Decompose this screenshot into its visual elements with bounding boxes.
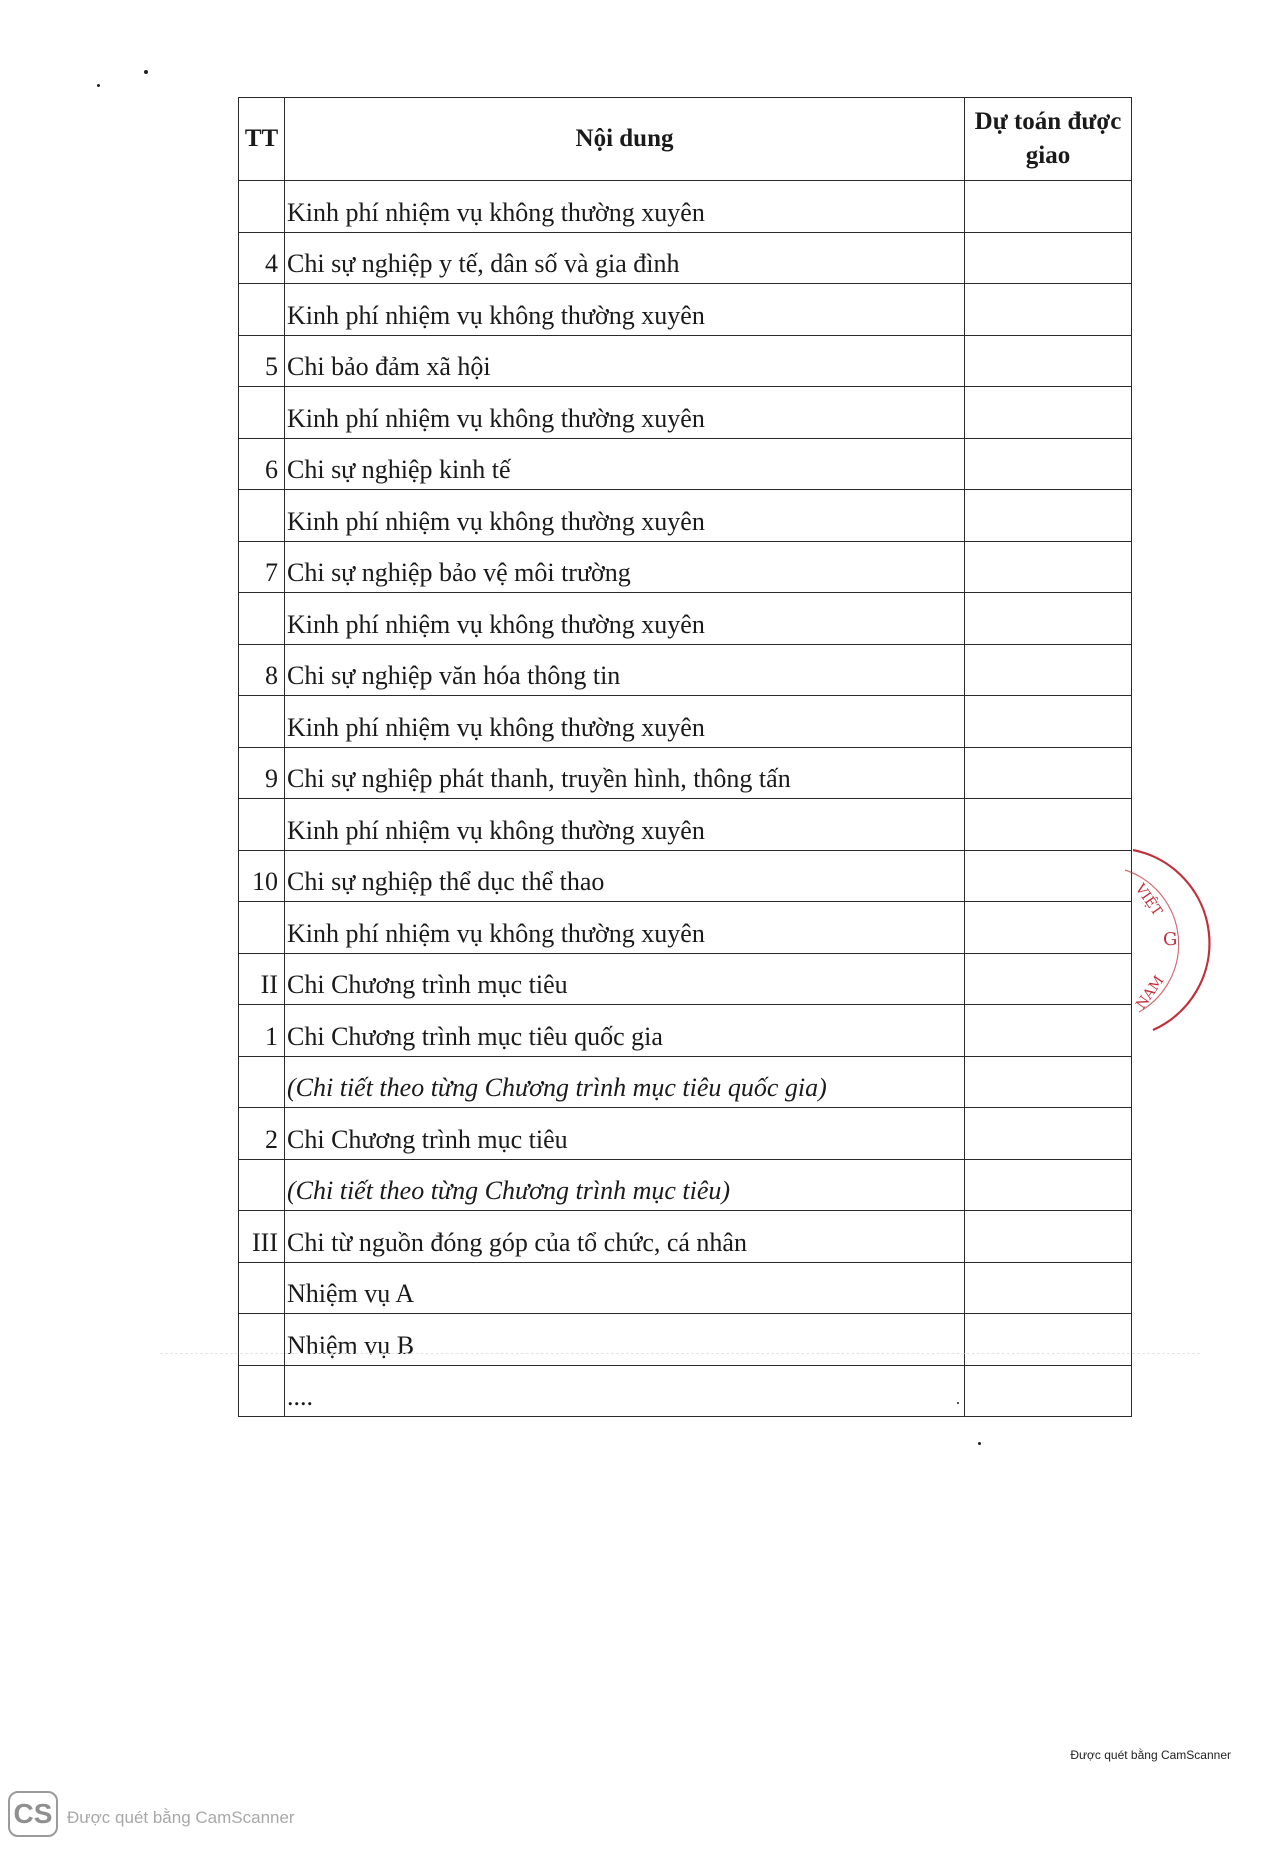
budget-table-container	[238, 97, 1131, 1417]
table-row	[239, 181, 1132, 233]
row-noi-dung: Kinh phí nhiệm vụ không thường xuyên	[285, 490, 965, 542]
row-tt	[239, 1159, 285, 1211]
row-tt: 1	[239, 1005, 285, 1057]
table-row	[239, 1262, 1132, 1314]
table-row	[239, 799, 1132, 851]
row-du-toan	[965, 696, 1132, 748]
row-du-toan	[965, 1365, 1132, 1417]
table-row	[239, 644, 1132, 696]
row-du-toan	[965, 232, 1132, 284]
camscanner-logo-icon	[8, 1791, 58, 1837]
row-tt	[239, 1262, 285, 1314]
row-du-toan	[965, 181, 1132, 233]
row-tt	[239, 181, 285, 233]
table-row	[239, 953, 1132, 1005]
row-du-toan	[965, 490, 1132, 542]
row-du-toan	[965, 335, 1132, 387]
budget-table	[238, 97, 1132, 1417]
row-du-toan	[965, 1211, 1132, 1263]
table-body	[239, 181, 1132, 1417]
row-noi-dung: Nhiệm vụ B	[285, 1314, 965, 1366]
row-tt	[239, 593, 285, 645]
row-du-toan	[965, 1314, 1132, 1366]
row-tt: 6	[239, 438, 285, 490]
row-du-toan	[965, 387, 1132, 439]
scan-speck	[97, 84, 100, 87]
table-row	[239, 902, 1132, 954]
table-row	[239, 284, 1132, 336]
table-row	[239, 1365, 1132, 1417]
row-noi-dung: Kinh phí nhiệm vụ không thường xuyên	[285, 593, 965, 645]
table-row	[239, 696, 1132, 748]
table-row	[239, 335, 1132, 387]
table-row	[239, 850, 1132, 902]
row-noi-dung: Chi sự nghiệp bảo vệ môi trường	[285, 541, 965, 593]
row-du-toan	[965, 541, 1132, 593]
header-tt: TT	[239, 98, 285, 181]
row-tt	[239, 490, 285, 542]
row-noi-dung: Chi sự nghiệp thể dục thể thao	[285, 850, 965, 902]
row-tt: 7	[239, 541, 285, 593]
row-du-toan	[965, 1159, 1132, 1211]
table-row	[239, 747, 1132, 799]
row-noi-dung: Kinh phí nhiệm vụ không thường xuyên	[285, 902, 965, 954]
scan-speck	[144, 70, 148, 74]
row-tt	[239, 799, 285, 851]
row-tt: 5	[239, 335, 285, 387]
camscanner-logo-letters: CS	[13, 1798, 53, 1829]
row-tt: 4	[239, 232, 285, 284]
row-noi-dung: ....	[285, 1365, 965, 1417]
row-du-toan	[965, 438, 1132, 490]
seal-text-top: VIỆT	[1131, 881, 1166, 920]
row-du-toan	[965, 593, 1132, 645]
row-du-toan	[965, 644, 1132, 696]
row-noi-dung: Chi Chương trình mục tiêu	[285, 1108, 965, 1160]
table-row	[239, 490, 1132, 542]
row-noi-dung: Nhiệm vụ A	[285, 1262, 965, 1314]
row-tt: III	[239, 1211, 285, 1263]
table-row	[239, 1314, 1132, 1366]
row-noi-dung: Kinh phí nhiệm vụ không thường xuyên	[285, 387, 965, 439]
table-row	[239, 1108, 1132, 1160]
scan-artifact-line	[160, 1353, 1200, 1354]
row-noi-dung: Kinh phí nhiệm vụ không thường xuyên	[285, 284, 965, 336]
table-row	[239, 593, 1132, 645]
row-tt	[239, 902, 285, 954]
row-noi-dung: Kinh phí nhiệm vụ không thường xuyên	[285, 181, 965, 233]
scanner-note: Được quét bằng CamScanner	[1070, 1748, 1231, 1762]
table-row	[239, 1056, 1132, 1108]
table-row	[239, 438, 1132, 490]
seal-text-bottom: NAM	[1133, 973, 1168, 1013]
official-seal-fragment	[1105, 840, 1271, 1040]
camscanner-caption: Được quét bằng CamScanner	[67, 1808, 295, 1827]
row-du-toan	[965, 284, 1132, 336]
row-tt	[239, 1056, 285, 1108]
table-row	[239, 232, 1132, 284]
row-du-toan	[965, 1056, 1132, 1108]
row-tt	[239, 1365, 285, 1417]
header-noi-dung: Nội dung	[285, 98, 965, 181]
row-noi-dung: Chi bảo đảm xã hội	[285, 335, 965, 387]
table-row	[239, 387, 1132, 439]
scan-speck	[978, 1442, 981, 1445]
table-row	[239, 1211, 1132, 1263]
row-du-toan	[965, 1108, 1132, 1160]
row-tt	[239, 1314, 285, 1366]
row-tt	[239, 387, 285, 439]
table-row	[239, 541, 1132, 593]
row-noi-dung: (Chi tiết theo từng Chương trình mục tiêu quốc gia)	[285, 1056, 965, 1108]
table-row	[239, 1159, 1132, 1211]
table-row	[239, 1005, 1132, 1057]
row-noi-dung: Kinh phí nhiệm vụ không thường xuyên	[285, 696, 965, 748]
row-noi-dung: Chi sự nghiệp y tế, dân số và gia đình	[285, 232, 965, 284]
row-noi-dung: Chi sự nghiệp phát thanh, truyền hình, thông tấn	[285, 747, 965, 799]
row-noi-dung: (Chi tiết theo từng Chương trình mục tiêu)	[285, 1159, 965, 1211]
row-noi-dung: Chi từ nguồn đóng góp của tổ chức, cá nhân	[285, 1211, 965, 1263]
row-noi-dung: Chi sự nghiệp văn hóa thông tin	[285, 644, 965, 696]
row-noi-dung: Chi Chương trình mục tiêu quốc gia	[285, 1005, 965, 1057]
row-du-toan	[965, 1262, 1132, 1314]
row-tt: 9	[239, 747, 285, 799]
row-tt: II	[239, 953, 285, 1005]
row-noi-dung: Chi Chương trình mục tiêu	[285, 953, 965, 1005]
row-noi-dung: Kinh phí nhiệm vụ không thường xuyên	[285, 799, 965, 851]
row-tt	[239, 284, 285, 336]
table-header-row	[239, 98, 1132, 181]
row-tt	[239, 696, 285, 748]
header-du-toan: Dự toán được giao	[965, 98, 1132, 181]
row-tt: 2	[239, 1108, 285, 1160]
row-tt: 8	[239, 644, 285, 696]
row-du-toan	[965, 747, 1132, 799]
seal-text-mid: G	[1163, 929, 1178, 950]
row-tt: 10	[239, 850, 285, 902]
row-noi-dung: Chi sự nghiệp kinh tế	[285, 438, 965, 490]
